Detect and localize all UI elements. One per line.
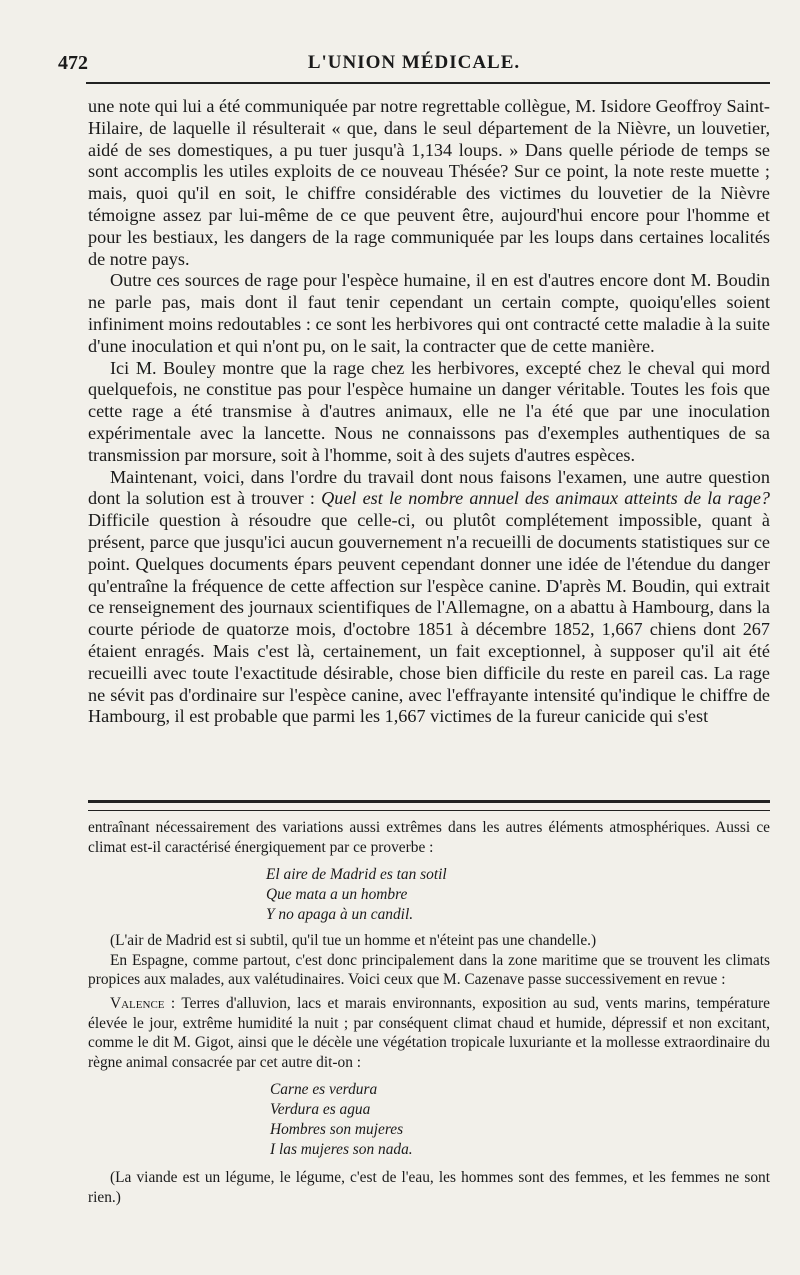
verse-line: Que mata a un hombre [266, 886, 408, 904]
paragraph: une note qui lui a été communiquée par notre regrettable collègue, M. Isidore Geoffroy Saint-Hilaire, de laquelle il résulterait « que, dans le seul département de la Nièvre, un louvetier, aidé de ses domestiques, a pu tuer jusqu'à 1,134 loups. » Dans quelle période de temps se sont accomplis les utiles exploits de ce nouveau Thésée? Sur ce point, la note reste muette ; mais, quoi qu'il en soit, le chiffre considérable des victimes du louvetier de la Nièvre témoigne assez par lui-même de ce que peuvent être, aujourd'hui encore pour l'homme et pour les bestiaux, les dangers de la rage communiquée par les loups dans certaines localités de notre pays. [88, 96, 770, 269]
paragraph: Ici M. Bouley montre que la rage chez les herbivores, excepté chez le cheval qui mord quelquefois, ne constitue pas pour l'espèce humaine un danger véritable. Toutes les fois que cette rage a été transmise à d'autres animaux, elle ne l'a été que par une inoculation expérimentale avec la lancette. Nous ne connaissons pas d'exemples authentiques de sa transmission par morsure, soit à l'homme, soit à des sujets d'autres espèces. [88, 357, 770, 465]
paragraph: Outre ces sources de rage pour l'espèce humaine, il en est d'autres encore dont M. Boudin ne parle pas, mais dont il faut tenir cependant un certain compte, quoiqu'elles soient infiniment moins redoutables : ce sont les herbivores qui ont contracté cette maladie à la suite d'une inoculation et qui n'ont pu, on le sait, la contracter que de cette manière. [88, 270, 770, 356]
footnote-divider [88, 800, 770, 811]
note-paragraph: (L'air de Madrid est si subtil, qu'il tue un homme et n'éteint pas une chandelle.) [110, 932, 597, 950]
verse-block [266, 865, 770, 925]
verse-line: Hombres son mujeres [270, 1121, 404, 1139]
verse-line: Y no apaga à un candil. [266, 906, 414, 924]
note-paragraph: En Espagne, comme partout, c'est donc principalement dans la zone maritime que se trouvent les climats propices aux malades, aux valétudinaires. Voici ceux que M. Cazenave passe successivement en revue : [88, 951, 770, 989]
note-paragraph [88, 994, 770, 1072]
text-run: Maintenant, voici, dans l'ordre du travail dont nous faisons l'examen, une autre question dont la solution est à trouver : [88, 466, 770, 509]
header-rule [86, 82, 770, 84]
verse-block [270, 1080, 770, 1160]
page-header [58, 52, 770, 82]
text-run: Difficile question à résoudre que celle-ci, ou plutôt complétement impossible, quant à présent, parce que jusqu'ici aucun gouvernement n'a recueilli de documents statistiques sur ce point. Quelques documents épars peuvent cependant donner une idée de l'étendue du danger qu'entraîne la fréquence de cette affection sur l'espèce canine. D'après M. Boudin, qui extrait ce renseignement des journaux scientifiques de l'Allemagne, on a abattu à Hambourg, dans la courte période de quatorze mois, d'octobre 1851 à décembre 1852, 1,667 chiens dont 267 étaient enragés. Mais c'est là, certainement, un fait exceptionnel, à supposer qu'il ait été recueilli avec toute l'exactitude désirable, chose bien difficile du reste en pareil cas. La rage ne sévit pas d'ordinaire sur l'espèce canine, avec l'effrayante intensité qu'indique le chiffre de Hambourg, il est probable que parmi les 1,667 victimes de la fureur canicide qui s'est [88, 510, 770, 727]
text-run: Terres d'alluvion, lacs et marais environnants, exposition au sud, vents marins, température élevée le jour, extrême humidité la nuit ; par conséquent climat chaud et humide, dépressif et non excitant, comme le dit M. Gigot, ainsi que le décèle une végétation tropicale luxuriante et la mollesse extraordinaire du règne animal consacrée par cet autre dit-on : [88, 994, 770, 1071]
verse-line: El aire de Madrid es tan sotil [266, 866, 447, 884]
note-paragraph: entraînant nécessairement des variations aussi extrêmes dans les autres éléments atmosphériques. Aussi ce climat est-il caractérisé énergiquement par ce proverbe : [88, 819, 770, 856]
running-title: L'UNION MÉDICALE. [307, 52, 521, 73]
paragraph [88, 467, 770, 729]
verse-line: I las mujeres son nada. [270, 1141, 413, 1159]
main-body [88, 96, 770, 728]
footnote-body [88, 818, 770, 1208]
place-label: Valence : [110, 994, 176, 1012]
note-paragraph: (La viande est un légume, le légume, c'est de l'eau, les hommes sont des femmes, et les femmes ne sont rien.) [88, 1169, 770, 1206]
italic-question: Quel est le nombre annuel des animaux atteints de la rage? [321, 488, 771, 509]
verse-line: Verdura es agua [270, 1101, 371, 1119]
verse-line: Carne es verdura [270, 1081, 378, 1099]
page-number: 472 [58, 52, 88, 74]
